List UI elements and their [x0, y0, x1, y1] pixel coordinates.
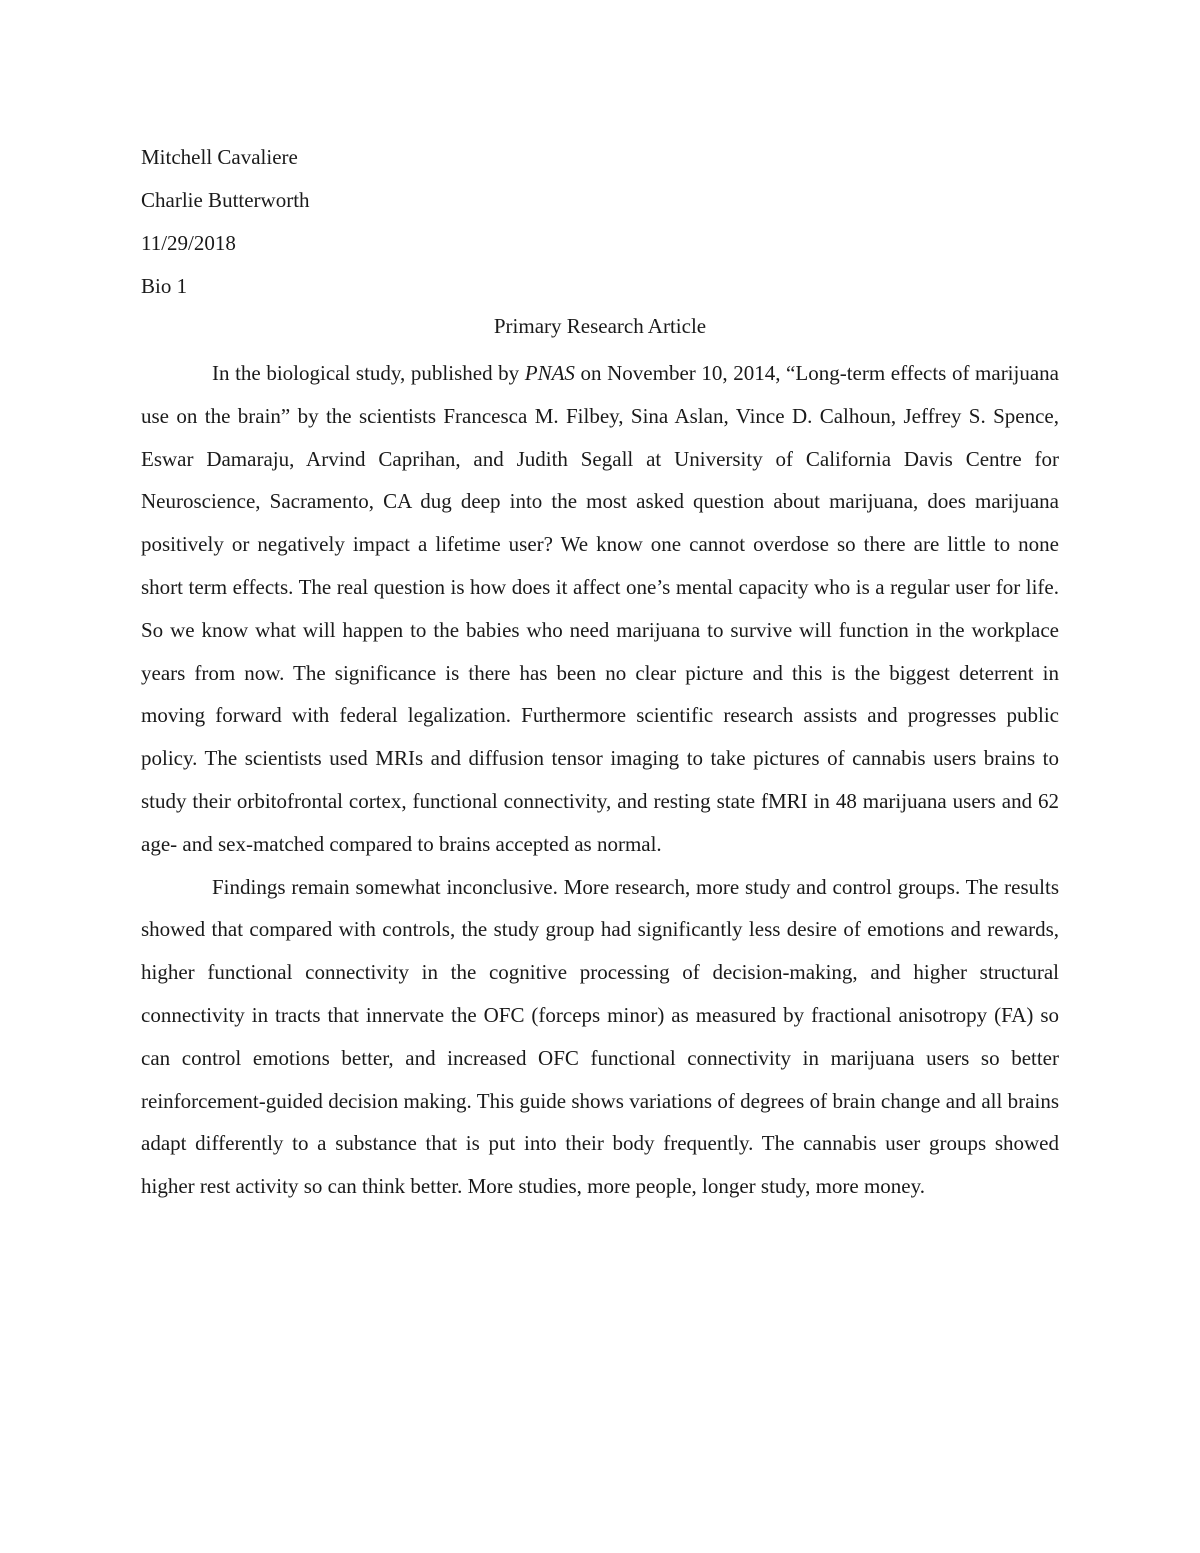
- document-title: Primary Research Article: [493, 314, 707, 338]
- paragraph-1-intro: In the biological study, published by: [212, 361, 525, 385]
- paragraph-1-text: on November 10, 2014, “Long-term effects of marijuana use on the brain” by the scientists Francesca M. Filbey, Sina Aslan, Vince D. Calhoun, Jeffrey S. Spence, Eswar Damaraju, Arvind Caprihan, and Judith Segall at University of California Davis Centre for Neuroscience, Sacramento, CA dug deep into the most asked question about marijuana, does marijuana positively or negatively impact a lifetime user? We know one cannot overdose so there are little to none short term effects. The real question is how does it affect one’s mental capacity who is a regular user for life. So we know what will happen to the babies who need marijuana to survive will function in the workplace years from now. The significance is there has been no clear picture and this is the biggest deterrent in moving forward with federal legalization. Furthermore scientific research assists and progresses public policy. The scientists used MRIs and diffusion tensor imaging to take pictures of cannabis users brains to study their orbitofrontal cortex, functional connectivity, and resting state fMRI in 48 marijuana users and 62 age- and sex-matched compared to brains accepted as normal.: [141, 361, 1059, 856]
- document-body: [141, 352, 1059, 1208]
- paragraph-2: Findings remain somewhat inconclusive. More research, more study and control groups. The results showed that compared with controls, the study group had significantly less desire of emotions and rewards, higher functional connectivity in the cognitive processing of decision-making, and higher structural connectivity in tracts that innervate the OFC (forceps minor) as measured by fractional anisotropy (FA) so can control emotions better, and increased OFC functional connectivity in marijuana users so better reinforcement-guided decision making. This guide shows variations of degrees of brain change and all brains adapt differently to a substance that is put into their body frequently. The cannabis user groups showed higher rest activity so can think better. More studies, more people, longer study, more money.: [141, 874, 1059, 1199]
- document-date: 11/29/2018: [141, 231, 236, 255]
- paragraph-1: [141, 352, 1059, 866]
- journal-name: PNAS: [524, 361, 575, 385]
- document-header: [141, 140, 1059, 312]
- course-name: Bio 1: [141, 274, 188, 298]
- author-name: Mitchell Cavaliere: [141, 145, 298, 169]
- instructor-name: Charlie Butterworth: [141, 188, 310, 212]
